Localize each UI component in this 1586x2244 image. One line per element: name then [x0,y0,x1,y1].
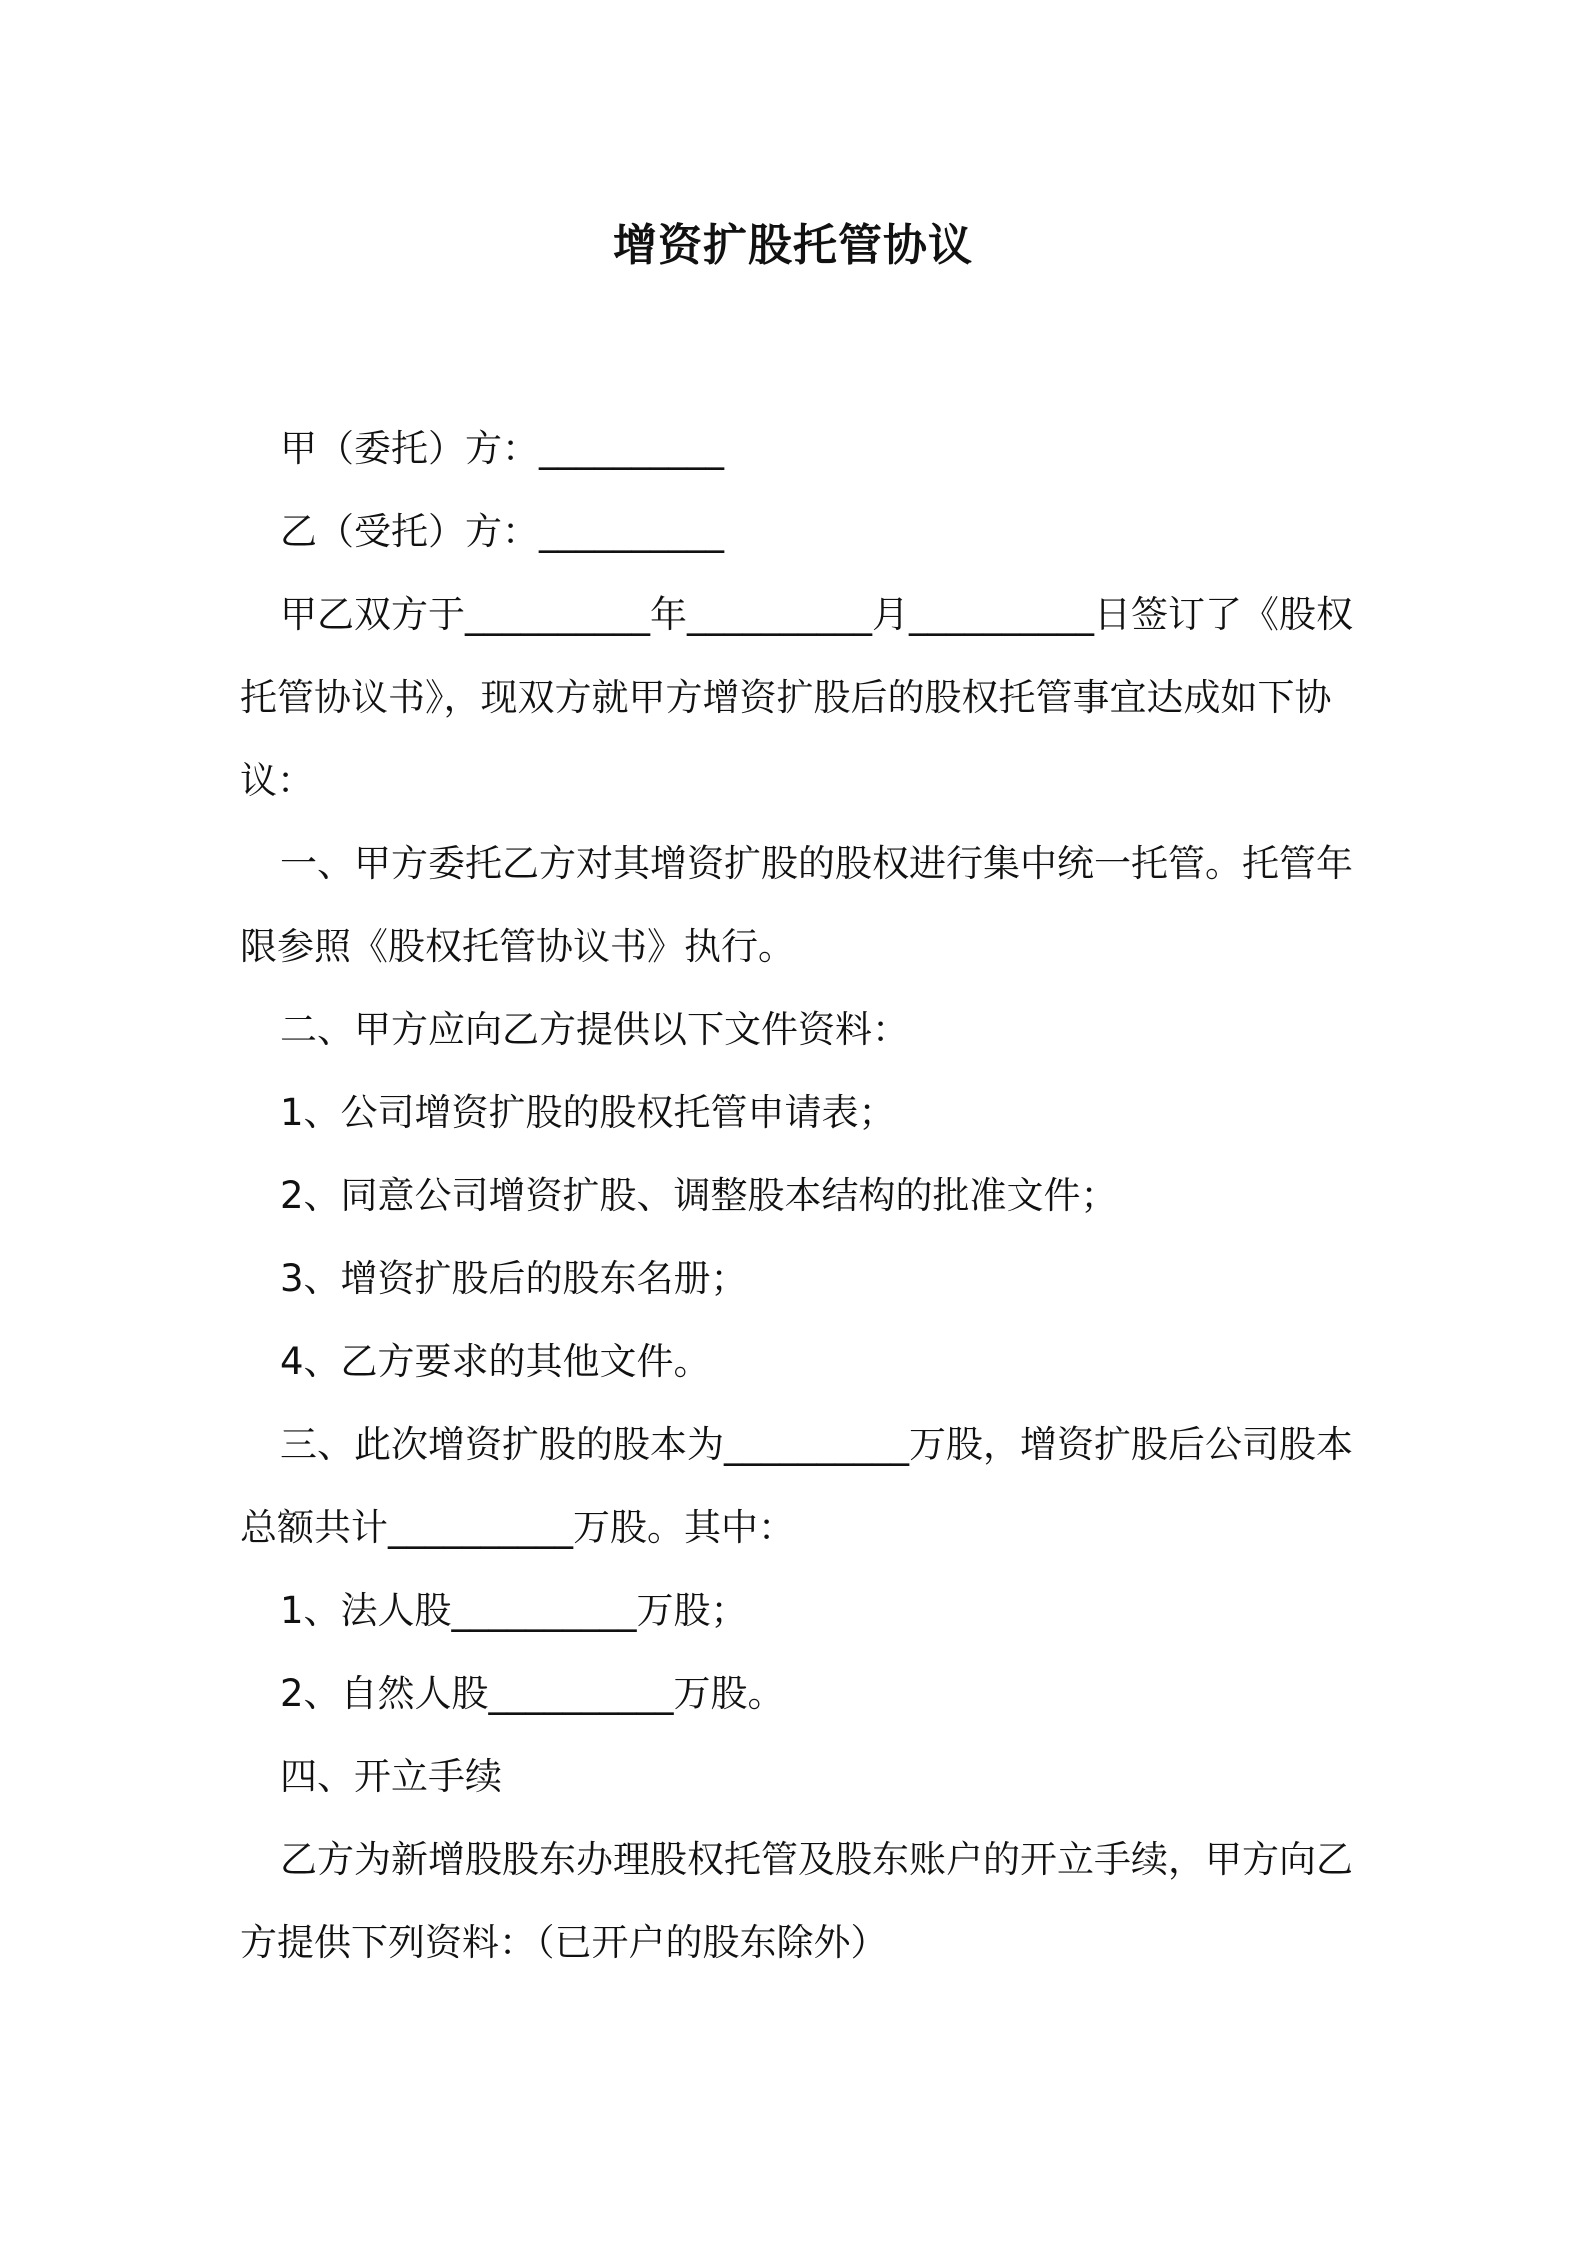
clause-2-item-4: 4、乙方要求的其他文件。 [280,1340,711,1383]
preamble-paragraph: 甲乙双方于__________年__________月__________日签订了《股权托管协议书》，现双方就甲方增资扩股后的股权托管事宜达成如下协议： [240,593,1353,802]
document-title: 增资扩股托管协议 [613,220,973,271]
clause-2-item-3: 3、增资扩股后的股东名册； [280,1257,748,1300]
clause-4-heading: 四、开立手续 [280,1755,502,1798]
clause-2-item-1: 1、公司增资扩股的股权托管申请表； [280,1091,896,1134]
clause-2-item-2: 2、同意公司增资扩股、调整股本结构的批准文件； [280,1174,1118,1217]
clause-2-heading: 二、甲方应向乙方提供以下文件资料： [280,1008,909,1051]
party-b-line: 乙（受托）方：__________ [280,510,724,553]
clause-3-item-2: 2、自然人股__________万股。 [280,1672,785,1715]
clause-4-paragraph: 乙方为新增股股东办理股权托管及股东账户的开立手续，甲方向乙方提供下列资料：（已开户的股东除外） [240,1838,1353,1964]
clause-3-paragraph: 三、此次增资扩股的股本为__________万股，增资扩股后公司股本总额共计__________万股。其中： [240,1423,1353,1549]
document-body [240,407,1355,1984]
party-a-line: 甲（委托）方：__________ [280,427,724,470]
clause-1-paragraph: 一、甲方委托乙方对其增资扩股的股权进行集中统一托管。托管年限参照《股权托管协议书》执行。 [240,842,1353,968]
clause-3-item-1: 1、法人股__________万股； [280,1589,748,1632]
